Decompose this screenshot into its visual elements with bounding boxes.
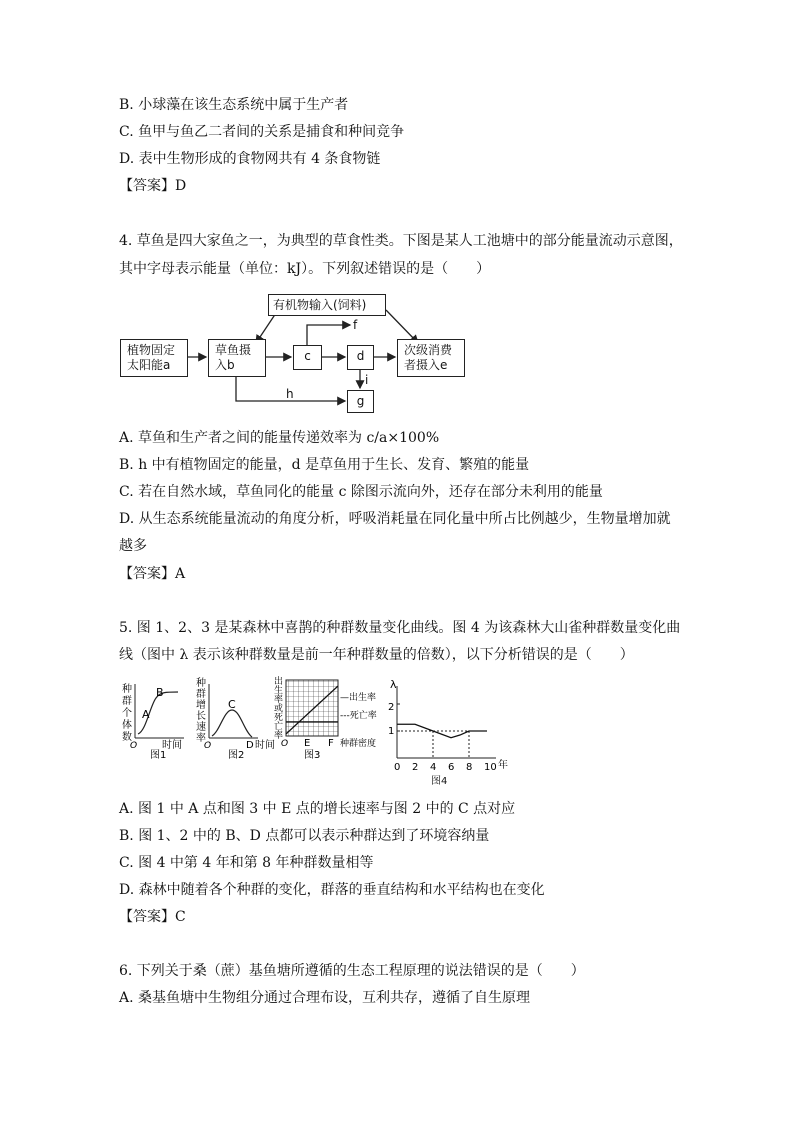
fig4-ytick-2: 2	[388, 702, 395, 713]
c-box: c	[293, 345, 322, 370]
d-box: d	[347, 345, 374, 370]
label-f: f	[353, 318, 358, 332]
fig2-xlabel: 时间	[255, 740, 275, 751]
q6-option-a: A. 桑基鱼塘中生物组分通过合理布设，互利共存，遵循了自生原理	[119, 990, 531, 1006]
fig4-xtick-0: 0	[394, 762, 401, 772]
fig3-ylabel-2: 率	[274, 695, 284, 705]
fig3-ylabel-4: 死	[274, 713, 284, 723]
fig1-ylabel-2: 个	[122, 708, 132, 719]
fig4-ylabel: λ	[390, 678, 397, 691]
fig1-origin: O	[130, 741, 138, 751]
q5-option-d: D. 森林中随着各个种群的变化，群落的垂直结构和水平结构也在变化	[119, 882, 545, 898]
fig1-point-a: A	[142, 708, 150, 721]
fig1-ylabel-3: 体	[122, 720, 132, 731]
fig3-ylabel-5: 亡	[274, 722, 284, 732]
q3-option-b: B. 小球藻在该生态系统中属于生产者	[119, 97, 349, 113]
fig4-caption: 图4	[431, 776, 448, 787]
q4-option-a: A. 草鱼和生产者之间的能量传递效率为 c/a×100%	[119, 430, 440, 446]
q5-stem-line1: 5. 图 1、2、3 是某森林中喜鹊的种群数量变化曲线。图 4 为该森林大山雀种群数量变化曲	[119, 620, 681, 636]
q5-option-c: C. 图 4 中第 4 年和第 8 年种群数量相等	[119, 855, 374, 871]
fig1-ylabel-4: 数	[122, 732, 132, 743]
q5-stem-line2: 线（图中 λ 表示该种群数量是前一年种群数量的倍数），以下分析错误的是（ ）	[119, 647, 634, 663]
grasscarp-box-line1: 草鱼摄	[215, 343, 252, 357]
q5-option-b: B. 图 1、2 中的 B、D 点都可以表示种群达到了环境容纳量	[119, 828, 490, 844]
energy-flow-diagram	[118, 290, 478, 420]
fig3-ylabel-1: 生	[274, 686, 284, 696]
fig3-point-f: F	[328, 738, 334, 749]
q4-answer: 【答案】A	[119, 566, 186, 582]
fig2-ylabel-3: 长	[196, 711, 206, 722]
figure-2	[196, 676, 275, 761]
fig2-curve	[212, 710, 252, 737]
fig2-caption: 图2	[228, 750, 245, 761]
plant-box-line2: 太阳能a	[127, 358, 171, 372]
fig1-ylabel-0: 种	[122, 684, 132, 695]
fig2-ylabel-5: 率	[196, 733, 206, 744]
fig1-ylabel-1: 群	[122, 696, 132, 707]
g-box: g	[347, 390, 374, 413]
fig2-ylabel-1: 群	[196, 689, 206, 700]
population-figures	[118, 676, 518, 772]
organic-input-box: 有机物输入(饲料)	[268, 294, 386, 316]
label-i: i	[365, 373, 369, 387]
q3-option-d: D. 表中生物形成的食物网共有 4 条食物链	[119, 151, 381, 167]
plant-box	[120, 339, 188, 377]
q4-option-b: B. h 中有植物固定的能量，d 是草鱼用于生长、发育、繁殖的能量	[119, 457, 530, 473]
grasscarp-box	[208, 339, 266, 377]
q4-stem-line1: 4. 草鱼是四大家鱼之一，为典型的草食性类。下图是某人工池塘中的部分能量流动示意图，	[119, 233, 683, 249]
secondary-box-line2: 者摄入e	[404, 358, 448, 372]
figure-1	[122, 682, 184, 761]
fig3-legend-birth: —出生率	[340, 693, 377, 703]
q4-option-c: C. 若在自然水域，草鱼同化的能量 c 除图示流向外，还存在部分未利用的能量	[119, 484, 603, 500]
fig3-legend-death: ---死亡率	[340, 711, 377, 721]
fig4-xtick-4: 4	[430, 762, 437, 772]
fig2-ylabel-2: 增	[196, 700, 206, 711]
plant-box-line1: 植物固定	[127, 343, 176, 357]
fig2-ylabel-4: 速	[196, 722, 206, 733]
secondary-consumer-box	[397, 339, 465, 377]
q6-stem: 6. 下列关于桑（蔗）基鱼塘所遵循的生态工程原理的说法错误的是（ ）	[119, 963, 585, 979]
arrow-c-to-f	[307, 325, 350, 345]
grasscarp-box-line2: 入b	[215, 358, 235, 372]
fig3-xlabel: 种群密度	[340, 739, 377, 749]
fig4-xtick-8: 8	[466, 762, 473, 772]
fig2-origin: O	[204, 741, 212, 751]
fig3-point-e: E	[304, 738, 311, 749]
fig4-xtick-10: 10	[484, 762, 497, 772]
fig4-xunit: 年	[498, 760, 508, 771]
fig2-point-c: C	[228, 698, 236, 711]
fig3-ylabel-6: 率	[274, 731, 284, 741]
figure-3	[274, 676, 377, 761]
q3-option-c: C. 鱼甲与鱼乙二者间的关系是捕食和种间竞争	[119, 124, 405, 140]
q4-option-d-line2: 越多	[119, 538, 147, 554]
fig2-point-d: D	[246, 740, 254, 751]
figure-4	[388, 678, 508, 772]
fig4-xtick-6: 6	[448, 762, 455, 772]
label-h: h	[286, 387, 294, 401]
fig3-caption: 图3	[304, 750, 321, 761]
fig3-ylabel-3: 或	[274, 704, 284, 714]
fig3-origin: O	[281, 739, 289, 749]
fig3-ylabel-0: 出	[274, 677, 284, 687]
q5-answer: 【答案】C	[119, 909, 186, 925]
q3-answer: 【答案】D	[119, 178, 187, 194]
q4-stem-line2: 其中字母表示能量（单位：kJ）。下列叙述错误的是（ ）	[119, 261, 491, 277]
fig1-xlabel: 时间	[162, 740, 182, 751]
fig2-ylabel-0: 种	[196, 678, 206, 689]
fig4-xtick-2: 2	[412, 762, 419, 772]
secondary-box-line1: 次级消费	[404, 343, 453, 357]
fig4-ytick-1: 1	[388, 726, 395, 737]
fig1-caption: 图1	[150, 750, 167, 761]
fig1-point-b: B	[156, 686, 164, 699]
q5-option-a: A. 图 1 中 A 点和图 3 中 E 点的增长速率与图 2 中的 C 点对应	[119, 801, 516, 817]
q4-option-d-line1: D. 从生态系统能量流动的角度分析，呼吸消耗量在同化量中所占比例越少，生物量增加就	[119, 511, 671, 527]
